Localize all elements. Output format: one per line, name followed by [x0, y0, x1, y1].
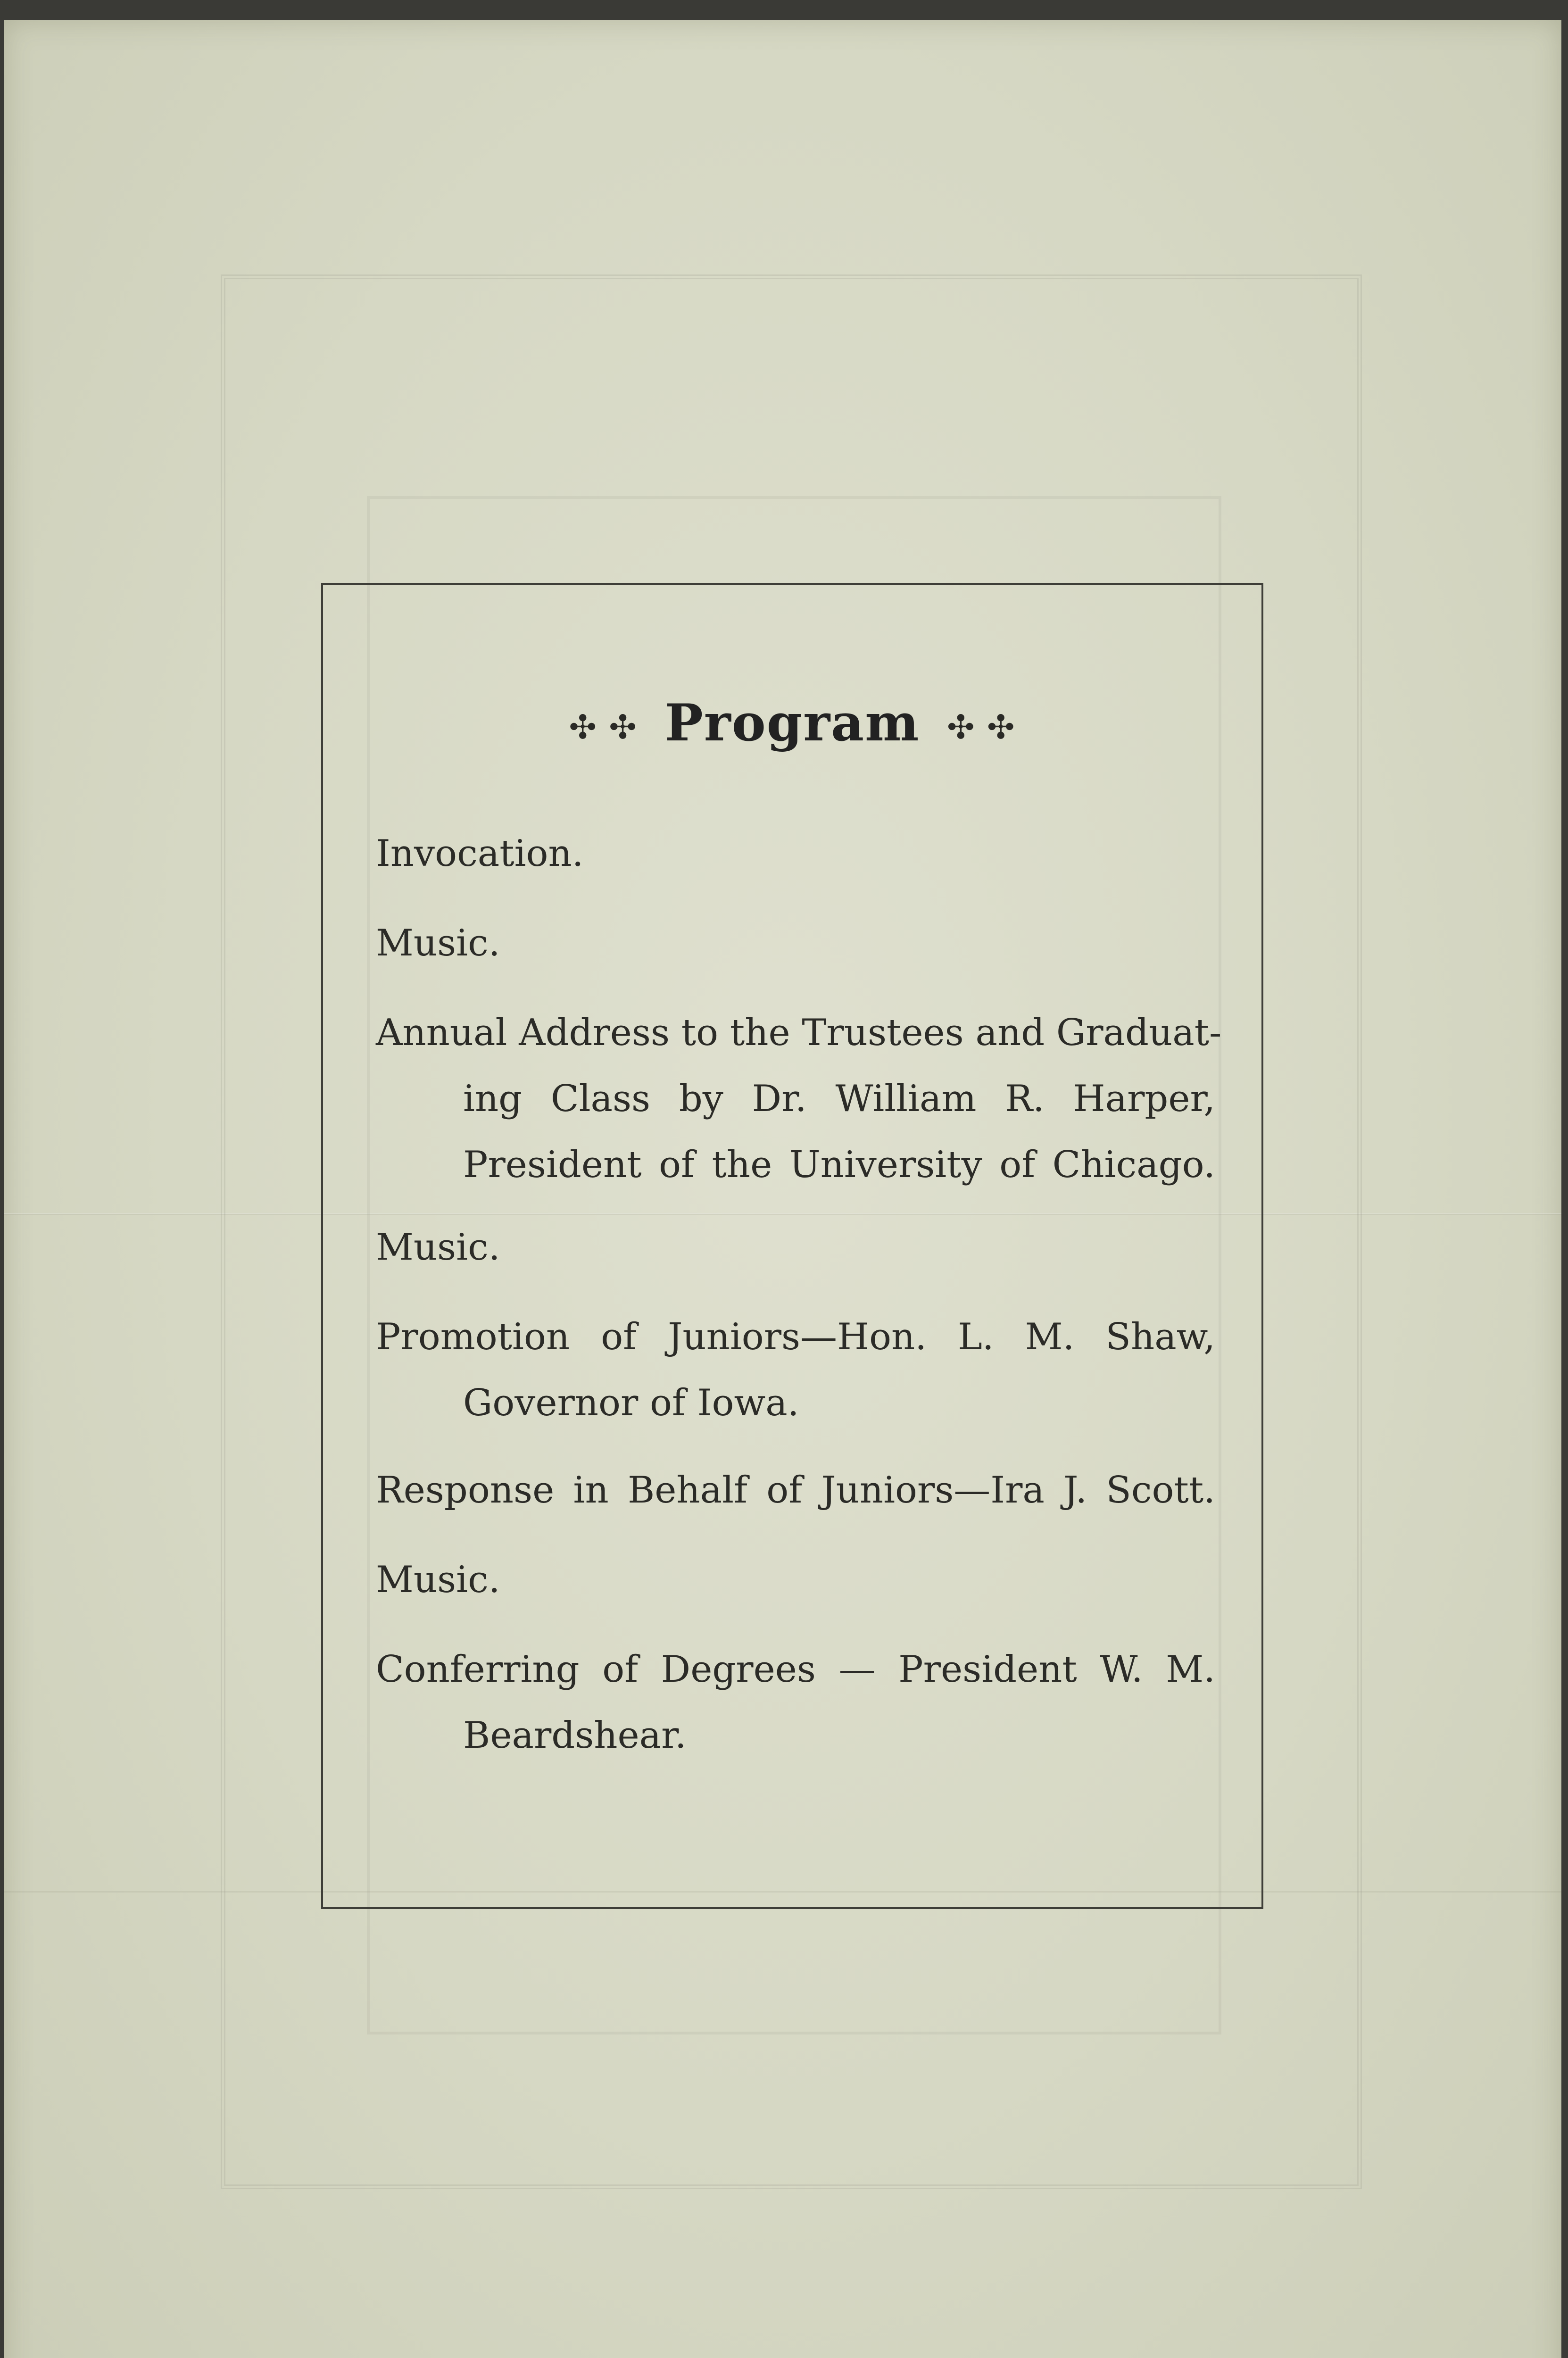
program-item-line: ing Class by Dr. William R. Harper, — [463, 1078, 1215, 1120]
program-item-invocation — [376, 821, 1215, 887]
program-item-promotion-of-juniors — [376, 1304, 1215, 1436]
program-title: Program — [664, 693, 920, 753]
program-item-line: Governor of Iowa. — [463, 1382, 799, 1424]
program-item-line: Annual Address to the Trustees and Graduat- — [376, 1012, 1222, 1054]
program-item-music-1 — [376, 910, 1215, 976]
program-item-line: Invocation. — [376, 832, 584, 875]
program-item-line: Conferring of Degrees — President W. M. — [376, 1648, 1215, 1691]
program-item-line: Music. — [376, 922, 500, 964]
program-item-music-2 — [376, 1214, 1215, 1280]
program-item-line: Music. — [376, 1226, 500, 1269]
program-item-annual-address — [376, 1000, 1222, 1198]
program-item-line: Beardshear. — [463, 1714, 687, 1757]
program-item-line: Music. — [376, 1559, 500, 1601]
ornament-right-icon: ✣ ✣ — [947, 707, 1016, 747]
program-item-response — [376, 1457, 1215, 1523]
program-item-line: Promotion of Juniors—Hon. L. M. Shaw, — [376, 1316, 1215, 1358]
program-heading — [323, 693, 1261, 753]
program-box — [321, 583, 1263, 1909]
program-item-line: Response in Behalf of Juniors—Ira J. Scott. — [376, 1469, 1215, 1511]
program-item-line: President of the University of Chicago. — [463, 1144, 1215, 1186]
program-page — [4, 20, 1561, 2358]
ornament-left-icon: ✣ ✣ — [569, 707, 638, 747]
program-item-music-3 — [376, 1547, 1215, 1613]
program-item-conferring-of-degrees — [376, 1636, 1215, 1768]
